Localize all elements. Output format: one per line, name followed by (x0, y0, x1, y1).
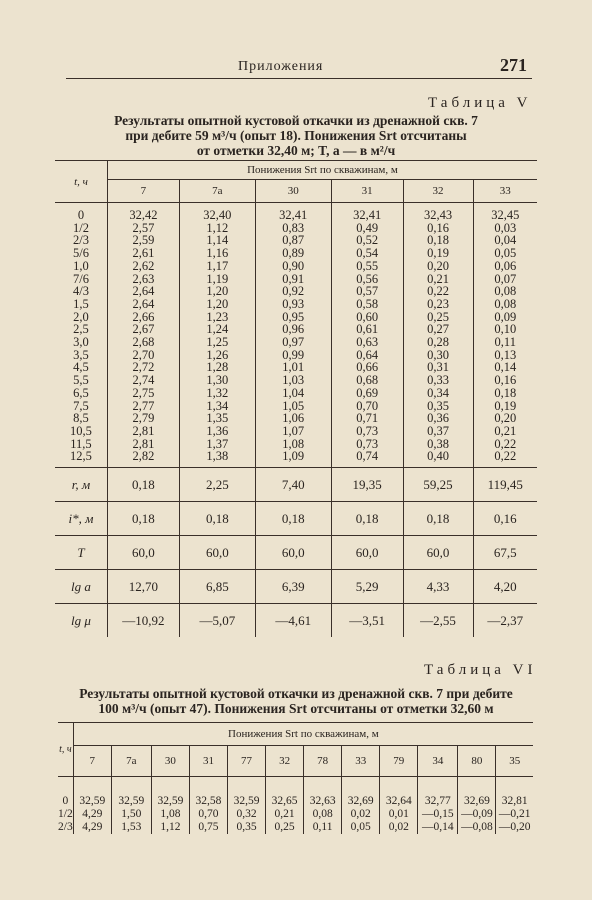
summary-cell: 0,18 (179, 502, 255, 536)
table-cell: 0,13 (494, 347, 517, 362)
table-cell: 2,61 (132, 246, 155, 261)
table-cell: 1,32 (206, 385, 229, 400)
table-cell: 0,83 (282, 220, 305, 235)
table-cell: 2,81 (132, 423, 155, 438)
table-cell: 32,43 (423, 208, 453, 222)
summary-cell: 19,35 (331, 468, 403, 502)
summary-row-i (55, 502, 537, 536)
table-v-data-block (55, 203, 537, 468)
table-cell: 0,95 (282, 309, 305, 324)
table-cell: 0,08 (494, 284, 517, 299)
table-cell: 0,11 (312, 821, 333, 833)
summary-cell: 0,16 (473, 502, 537, 536)
table-cell: 0,25 (274, 821, 295, 833)
t-header: t, ч (58, 723, 73, 777)
table-cell: 2,59 (132, 233, 155, 248)
well-header: 78 (304, 746, 342, 777)
table-v-caption (60, 113, 532, 158)
table-cell: 0,22 (427, 284, 449, 299)
table-cell: 0,91 (282, 271, 305, 286)
well-header: 32 (403, 180, 473, 203)
table-cell: 2,57 (132, 220, 155, 235)
table-cell: 0,05 (494, 246, 517, 261)
table-cell: 0,06 (494, 258, 517, 273)
table-cell: 0,70 (356, 398, 379, 413)
table-cell: 5/6 (72, 246, 89, 261)
table-cell: 1,08 (282, 436, 305, 451)
table-cell: 2,82 (132, 449, 155, 464)
table-cell: 2/3 (58, 821, 73, 833)
table-cell: —0,08 (461, 821, 493, 833)
table-cell: 4,29 (82, 821, 103, 833)
summary-cell: 60,0 (107, 536, 179, 570)
table-cell: 32,69 (347, 795, 374, 807)
well-values (151, 777, 189, 835)
table-cell: 0,10 (494, 322, 517, 337)
table-cell: 1,24 (206, 322, 229, 337)
well-header: 31 (331, 180, 403, 203)
summary-cell: 59,25 (403, 468, 473, 502)
table-cell: 3,0 (73, 335, 89, 350)
table-cell: 1,35 (206, 411, 229, 426)
summary-cell: 119,45 (473, 468, 537, 502)
table-cell: 0,03 (494, 220, 517, 235)
table-cell: 0,32 (236, 808, 257, 820)
table-cell: 32,58 (195, 795, 222, 807)
table-cell: 2,70 (132, 347, 155, 362)
summary-cell: 6,85 (179, 570, 255, 604)
well-header: 7 (107, 180, 179, 203)
table-cell: 1,14 (206, 233, 229, 248)
well-header: 33 (342, 746, 380, 777)
table-cell: 2/3 (72, 233, 89, 248)
summary-cell: —2,55 (403, 604, 473, 638)
summary-cell: —2,37 (473, 604, 537, 638)
table-cell: 0,18 (494, 385, 517, 400)
well-header: 77 (227, 746, 265, 777)
table-cell: 1,0 (73, 258, 89, 273)
well-33-values (473, 203, 537, 468)
table-v (55, 160, 537, 637)
summary-cell: —4,61 (255, 604, 331, 638)
table-v-wells-row (55, 180, 537, 203)
table-cell: 0,97 (282, 335, 305, 350)
table-cell: 2,63 (132, 271, 155, 286)
table-cell: 0,14 (494, 360, 517, 375)
well-values (304, 777, 342, 835)
summary-cell: —3,51 (331, 604, 403, 638)
summary-row-lga (55, 570, 537, 604)
table-v-label: Таблица V (428, 95, 532, 111)
t-values-column (55, 203, 107, 468)
table-cell: 0,22 (494, 436, 517, 451)
summary-row-r (55, 468, 537, 502)
table-cell: 0,25 (427, 309, 449, 324)
summary-cell: 5,29 (331, 570, 403, 604)
table-cell: 0,64 (356, 347, 379, 362)
table-cell: 11,5 (70, 436, 92, 451)
table-cell: 0,33 (427, 373, 449, 388)
table-cell: 1/2 (72, 220, 89, 235)
table-cell: 32,40 (203, 208, 232, 222)
table-cell: 0,66 (356, 360, 379, 375)
well-values (380, 777, 418, 835)
well-header: 31 (189, 746, 227, 777)
table-cell: 1,03 (282, 373, 305, 388)
well-values (496, 777, 533, 835)
table-cell: 0,07 (494, 271, 517, 286)
table-cell: —0,21 (498, 808, 531, 820)
well-header: 35 (496, 746, 533, 777)
table-cell: 0,02 (350, 808, 371, 820)
table-cell: 0,37 (427, 423, 449, 438)
table-cell: 2,64 (132, 296, 155, 311)
table-cell: 0,19 (494, 398, 517, 413)
well-header: 33 (473, 180, 537, 203)
table-cell: 2,74 (132, 373, 155, 388)
table-vi-caption (40, 686, 552, 716)
table-cell: 32,59 (79, 795, 106, 807)
well-values (458, 777, 496, 835)
table-cell: 1,09 (282, 449, 305, 464)
table-cell: 0,21 (274, 808, 295, 820)
table-cell: 1,5 (73, 296, 89, 311)
table-cell: 0,58 (356, 296, 379, 311)
table-cell: 0,56 (356, 271, 379, 286)
summary-cell: 12,70 (107, 570, 179, 604)
well-values (266, 777, 304, 835)
table-cell: 0,70 (198, 808, 219, 820)
table-cell: 2,0 (73, 309, 89, 324)
summary-cell: 60,0 (179, 536, 255, 570)
table-cell: 1,26 (206, 347, 229, 362)
table-cell: 0,04 (494, 233, 517, 248)
table-vi-data-block (58, 777, 533, 835)
table-vi-caption-line: 100 м³/ч (опыт 47). Понижения Srt отсчитаны от отметки 32,60 м (98, 701, 494, 716)
table-cell: 0,99 (282, 347, 305, 362)
summary-label: lg μ (55, 604, 107, 638)
running-head (0, 55, 592, 79)
table-cell: 32,77 (424, 795, 451, 807)
table-cell: 1,23 (206, 309, 229, 324)
well-header: 32 (266, 746, 304, 777)
running-head-title: Приложения (238, 59, 324, 74)
table-cell: —0,09 (461, 808, 493, 820)
page-number: 271 (500, 55, 527, 75)
table-cell: 2,5 (73, 322, 89, 337)
well-header: 7а (179, 180, 255, 203)
summary-cell: 4,20 (473, 570, 537, 604)
well-7-values (107, 203, 179, 468)
table-cell: 2,64 (132, 284, 155, 299)
summary-cell: 0,18 (107, 502, 179, 536)
summary-cell: —5,07 (179, 604, 255, 638)
table-cell: 0,23 (427, 296, 449, 311)
table-v-caption-line: при дебите 59 м³/ч (опыт 18). Понижения Srt отсчитаны (125, 128, 467, 143)
table-cell: 1,53 (121, 821, 142, 833)
table-cell: 0,87 (282, 233, 305, 248)
table-cell: 0,63 (356, 335, 379, 350)
well-values (73, 777, 111, 835)
summary-cell: 0,18 (403, 502, 473, 536)
table-cell: 5,5 (73, 373, 89, 388)
well-30-values (255, 203, 331, 468)
table-cell: 0,61 (356, 322, 379, 337)
table-cell: 0,36 (427, 411, 449, 426)
table-cell: 0,16 (494, 373, 517, 388)
table-cell: 1,20 (206, 296, 229, 311)
table-cell: 0,30 (427, 347, 449, 362)
table-cell: 0,05 (350, 821, 371, 833)
table-cell: 1,12 (160, 821, 181, 833)
summary-cell: 6,39 (255, 570, 331, 604)
table-cell: 0,92 (282, 284, 305, 299)
table-cell: 1,34 (206, 398, 229, 413)
table-cell: 0,54 (356, 246, 379, 261)
header-rule (66, 78, 532, 79)
summary-label: T (55, 536, 107, 570)
table-cell: —0,20 (498, 821, 531, 833)
table-cell: 1,28 (206, 360, 229, 375)
table-cell: 0,21 (427, 271, 449, 286)
summary-label: lg a (55, 570, 107, 604)
table-cell: 0,90 (282, 258, 305, 273)
table-cell: 0,89 (282, 246, 305, 261)
table-cell: 10,5 (70, 423, 92, 438)
table-cell: 12,5 (70, 449, 92, 464)
well-values (111, 777, 151, 835)
table-cell: 1,20 (206, 284, 229, 299)
group-header: Понижения Srt по скважинам, м (107, 161, 537, 180)
table-cell: 1,36 (206, 423, 229, 438)
table-cell: 0,01 (388, 808, 409, 820)
table-cell: 2,62 (132, 258, 155, 273)
table-cell: 0,28 (427, 335, 449, 350)
table-cell: 0,52 (356, 233, 379, 248)
table-cell: 2,79 (132, 411, 155, 426)
table-cell: 7,5 (73, 398, 89, 413)
summary-cell: 0,18 (255, 502, 331, 536)
table-cell: 0,16 (427, 220, 449, 235)
table-cell: 0,34 (427, 385, 449, 400)
table-cell: 1,04 (282, 385, 305, 400)
table-cell: 0,69 (356, 385, 379, 400)
table-cell: 7/6 (72, 271, 89, 286)
table-cell: 1,16 (206, 246, 229, 261)
table-v-caption-line: Результаты опытной кустовой откачки из дренажной скв. 7 (114, 113, 478, 128)
table-cell: 0,19 (427, 246, 449, 261)
table-cell: 0,71 (356, 411, 379, 426)
well-values (189, 777, 227, 835)
table-cell: 0,74 (356, 449, 379, 464)
table-cell: 0,18 (427, 233, 449, 248)
summary-cell: 67,5 (473, 536, 537, 570)
table-cell: 1,17 (206, 258, 229, 273)
table-cell: 0,75 (198, 821, 219, 833)
table-cell: 0 (62, 795, 69, 807)
table-cell: 2,81 (132, 436, 155, 451)
table-cell: 0,49 (356, 220, 379, 235)
table-cell: 32,81 (501, 795, 528, 807)
well-header: 7а (111, 746, 151, 777)
table-cell: 1,06 (282, 411, 305, 426)
summary-cell: 2,25 (179, 468, 255, 502)
table-cell: 0,22 (494, 449, 517, 464)
table-cell: 0,35 (236, 821, 257, 833)
table-cell: 4,5 (73, 360, 89, 375)
table-cell: 0,08 (312, 808, 333, 820)
table-cell: 32,64 (385, 795, 412, 807)
well-values (418, 777, 458, 835)
table-v-header-row (55, 161, 537, 180)
table-cell: 1,07 (282, 423, 305, 438)
table-cell: 1,01 (282, 360, 305, 375)
table-cell: 4/3 (72, 284, 89, 299)
table-cell: 32,45 (491, 208, 520, 222)
table-cell: 32,69 (463, 795, 490, 807)
table-cell: 32,59 (118, 795, 145, 807)
table-cell: 2,77 (132, 398, 155, 413)
table-cell: 0,20 (427, 258, 449, 273)
table-cell: 0,20 (494, 411, 517, 426)
table-cell: 0,60 (356, 309, 379, 324)
table-cell: 0,38 (427, 436, 449, 451)
table-cell: 0,31 (427, 360, 449, 375)
table-cell: 2,75 (132, 385, 155, 400)
well-32-values (403, 203, 473, 468)
table-cell: 4,29 (82, 808, 103, 820)
table-cell: 2,72 (132, 360, 155, 375)
table-cell: 0,55 (356, 258, 379, 273)
table-cell: 32,41 (279, 208, 308, 222)
t-values-column (58, 777, 73, 835)
summary-cell: 4,33 (403, 570, 473, 604)
table-cell: 1,12 (206, 220, 229, 235)
table-cell: 1,50 (121, 808, 142, 820)
table-cell: 0,73 (356, 423, 379, 438)
table-cell: 0,68 (356, 373, 379, 388)
summary-label: i*, м (55, 502, 107, 536)
table-cell: 0,57 (356, 284, 379, 299)
group-header: Понижения Srt по скважинам, м (73, 723, 533, 746)
table-cell: 1,30 (206, 373, 229, 388)
table-vi-header-row (58, 723, 533, 746)
table-cell: 32,59 (157, 795, 184, 807)
t-header: t, ч (55, 161, 107, 203)
summary-label: r, м (55, 468, 107, 502)
summary-cell: —10,92 (107, 604, 179, 638)
table-cell: 0,93 (282, 296, 305, 311)
well-header: 30 (255, 180, 331, 203)
well-header: 7 (73, 746, 111, 777)
table-cell: 8,5 (73, 411, 89, 426)
table-cell: 0,27 (427, 322, 449, 337)
summary-row-lgmu (55, 604, 537, 638)
table-cell: 32,59 (233, 795, 260, 807)
table-cell: 1,25 (206, 335, 229, 350)
table-cell: 0,11 (494, 335, 516, 350)
table-cell: 1,19 (206, 271, 229, 286)
table-cell: 0,09 (494, 309, 517, 324)
summary-cell: 0,18 (107, 468, 179, 502)
well-7a-values (179, 203, 255, 468)
table-vi-wells-row (58, 746, 533, 777)
summary-cell: 60,0 (331, 536, 403, 570)
table-cell: 32,63 (309, 795, 336, 807)
table-cell: 32,42 (129, 208, 158, 222)
well-values (342, 777, 380, 835)
table-cell: 1/2 (58, 808, 73, 820)
table-cell: 32,41 (353, 208, 382, 222)
table-cell: 1,37 (206, 436, 229, 451)
table-cell: 1,05 (282, 398, 305, 413)
table-cell: 2,67 (132, 322, 155, 337)
table-cell: 0,21 (494, 423, 517, 438)
well-header: 80 (458, 746, 496, 777)
table-cell: 3,5 (73, 347, 89, 362)
summary-cell: 7,40 (255, 468, 331, 502)
table-cell: 6,5 (73, 385, 89, 400)
table-cell: 1,08 (160, 808, 181, 820)
table-cell: 0,73 (356, 436, 379, 451)
table-cell: —0,14 (422, 821, 454, 833)
table-cell: 0,02 (388, 821, 409, 833)
table-cell: 1,38 (206, 449, 229, 464)
table-vi-caption-line: Результаты опытной кустовой откачки из дренажной скв. 7 при дебите (79, 686, 513, 701)
table-cell: 0,40 (427, 449, 449, 464)
table-vi (58, 722, 533, 834)
well-values (227, 777, 265, 835)
table-vi-label: Таблица VI (424, 662, 537, 678)
summary-cell: 60,0 (255, 536, 331, 570)
table-cell: —0,15 (422, 808, 454, 820)
table-v-caption-line: от отметки 32,40 м; T, a — в м²/ч (196, 143, 396, 158)
well-header: 34 (418, 746, 458, 777)
table-cell: 2,66 (132, 309, 155, 324)
summary-cell: 0,18 (331, 502, 403, 536)
summary-row-t (55, 536, 537, 570)
well-header: 30 (151, 746, 189, 777)
table-cell: 2,68 (132, 335, 155, 350)
table-cell: 0,08 (494, 296, 517, 311)
table-cell: 0,35 (427, 398, 449, 413)
table-cell: 0,96 (282, 322, 305, 337)
table-cell: 0 (77, 208, 85, 222)
summary-cell: 60,0 (403, 536, 473, 570)
well-header: 79 (380, 746, 418, 777)
well-31-values (331, 203, 403, 468)
table-cell: 32,65 (271, 795, 298, 807)
